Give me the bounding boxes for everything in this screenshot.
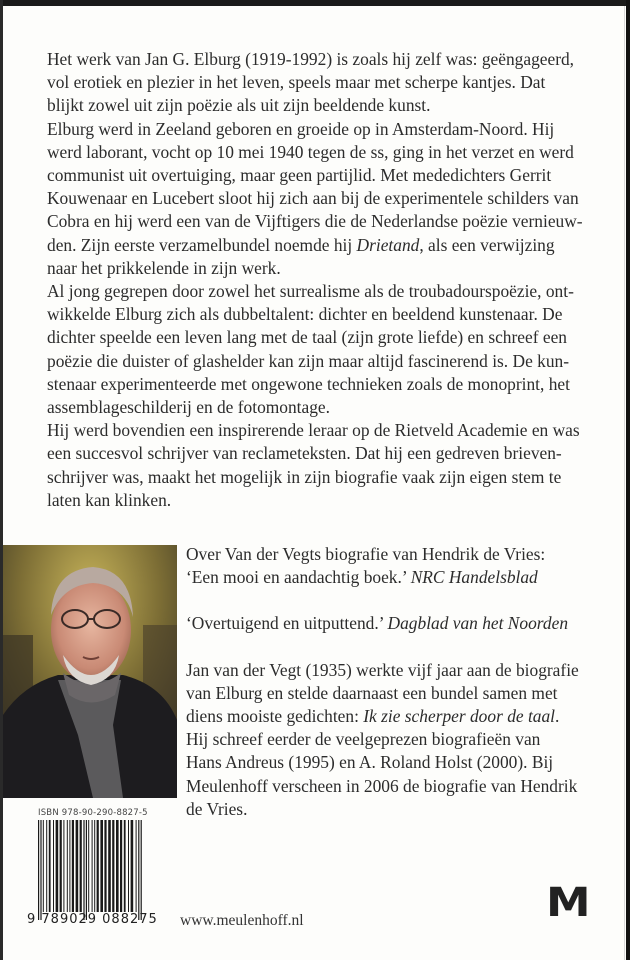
author-bio-line: Jan van der Vegt (1935) werkte vijf jaar aan de biografie (186, 659, 579, 680)
text-segment: diens mooiste gedichten: (186, 706, 364, 727)
barcode-bar (97, 820, 99, 912)
barcode-bar (131, 820, 134, 912)
spacer (186, 636, 626, 659)
isbn-label: ISBN 978-90-290-8827-5 (38, 808, 148, 818)
barcode-bar (60, 820, 62, 912)
text-line: werd laborant, vocht op 10 mei 1940 tegen de ss, ging in het verzet en werd (47, 141, 574, 162)
barcode-bar (92, 820, 93, 912)
barcode-bar (112, 820, 114, 912)
blurb-text (47, 48, 587, 512)
text-line: assemblageschilderij en de fotomontage. (47, 397, 330, 418)
barcode-bar (86, 820, 87, 920)
text-segment: , als een verwijzing (419, 234, 555, 255)
barcode-bar (104, 820, 106, 912)
author-bio-line (186, 705, 626, 728)
quote-source: Dagblad van het Noorden (387, 613, 569, 634)
text-line (47, 234, 587, 257)
text-line: Het werk van Jan G. Elburg (1919-1992) is zoals hij zelf was: geëngageerd, (47, 49, 575, 69)
barcode-bar (40, 820, 41, 920)
barcode-bar (76, 820, 79, 912)
text-segment: den. Zijn eerste verzamelbundel noemde hij (47, 234, 357, 255)
barcode-bar (56, 820, 59, 912)
barcode-bar (94, 820, 95, 912)
review-quote-2 (186, 612, 626, 635)
barcode-bar (49, 820, 51, 912)
text-line: stenaar experimenteerde met ongewone technieken zoals de monoprint, het (47, 373, 570, 394)
text-line: schrijver was, maakt het mogelijk in zijn biografie vaak zijn eigen stem te (47, 466, 562, 487)
review-and-author-text (186, 543, 626, 821)
book-title: Ik zie scherper door de taal (363, 706, 556, 727)
barcode-bar (100, 820, 103, 912)
barcode-bar (80, 820, 82, 912)
text-line: dichter speelde een leven lang met de taal (zijn grote liefde) en schreef een (47, 327, 568, 348)
text-line: blijkt zowel uit zijn poëzie als uit zijn beeldende kunst. (47, 95, 431, 116)
author-bio-line: Meulenhoff verscheen in 2006 de biografie van Hendrik (186, 775, 578, 796)
barcode-bar (141, 820, 142, 920)
cover-top-edge (0, 0, 630, 6)
barcode-bar (83, 820, 84, 920)
barcode-bar (38, 820, 39, 920)
author-portrait-illustration (3, 545, 177, 798)
barcode-bar (63, 820, 64, 912)
text-line: Hij werd bovendien een inspirerende leraar op de Rietveld Academie en was (47, 420, 580, 441)
text-line: communist uit overtuiging, maar geen partijlid. Met mededichters Gerrit (47, 165, 552, 186)
text-line: naar het prikkelende in zijn werk. (47, 257, 281, 278)
barcode-bar (67, 820, 68, 912)
barcode-bar (124, 820, 126, 912)
text-segment: . (555, 706, 560, 727)
text-line: laten kan klinken. (47, 489, 172, 510)
publisher-logo: M (546, 880, 591, 926)
barcode-bar (72, 820, 74, 912)
blurb-paragraph-4 (47, 419, 587, 512)
text-line: Elburg werd in Zeeland geboren en groeide op in Amsterdam-Noord. Hij (47, 118, 555, 139)
barcode-bar (43, 820, 44, 912)
barcode-digits: 9 789029 088275 (27, 912, 158, 927)
book-title-drietand: Drietand (356, 234, 420, 255)
barcode-bar (108, 820, 111, 912)
barcode-bar (128, 820, 129, 912)
blurb-paragraph-3 (47, 280, 587, 419)
spacer (186, 589, 626, 612)
publisher-website-link[interactable]: www.meulenhoff.nl (180, 912, 304, 929)
text-line: vol erotiek en plezier in het leven, speels maar met scherpe kantjes. Dat (47, 72, 546, 93)
author-bio-line: Hij schreef eerder de veelgeprezen biografieën van (186, 729, 541, 750)
review-quote-1 (186, 566, 626, 589)
barcode-bar (69, 820, 70, 912)
author-bio-line: de Vries. (186, 798, 248, 819)
author-photo (3, 545, 177, 798)
barcode-bar (120, 820, 122, 912)
barcode-bar (53, 820, 54, 912)
text-line: Al jong gegrepen door zowel het surrealisme als de troubadourspoëzie, ont- (47, 281, 574, 302)
quote-source: NRC Handelsblad (410, 567, 538, 588)
barcode-bar (116, 820, 119, 912)
barcode-bar (138, 820, 139, 920)
text-line: poëzie die duister of glashelder kan zijn maar altijd fascinerend is. De kun- (47, 350, 570, 371)
quote-text: ‘Een mooi en aandachtig boek.’ (186, 567, 411, 588)
barcode-bar (46, 820, 47, 912)
text-line: een succesvol schrijver van reclameteksten. Dat hij een gedreven brieven- (47, 443, 562, 464)
blurb-paragraph-1 (47, 48, 587, 118)
barcode-bar (88, 820, 89, 912)
reviews-intro: Over Van der Vegts biografie van Hendrik de Vries: (186, 544, 546, 564)
isbn-barcode (36, 820, 152, 920)
quote-text: ‘Overtuigend en uitputtend.’ (186, 613, 388, 634)
author-bio-line: Hans Andreus (1995) en A. Roland Holst (2000). Bij (186, 752, 554, 773)
author-bio-line: van Elburg en stelde daarnaast een bundel samen met (186, 682, 558, 703)
barcode-bar (136, 820, 137, 912)
cover-left-edge (0, 0, 3, 960)
text-line: wikkelde Elburg zich als dubbeltalent: dichter en beeldend kunstenaar. De (47, 304, 563, 325)
text-line: Kouwenaar en Lucebert sloot hij zich aan bij de experimentele schilders van (47, 188, 579, 209)
cover-right-edge (626, 0, 630, 960)
blurb-paragraph-2 (47, 118, 587, 280)
text-line: Cobra en hij werd een van de Vijftigers die de Nederlandse poëzie vernieuw- (47, 211, 583, 232)
